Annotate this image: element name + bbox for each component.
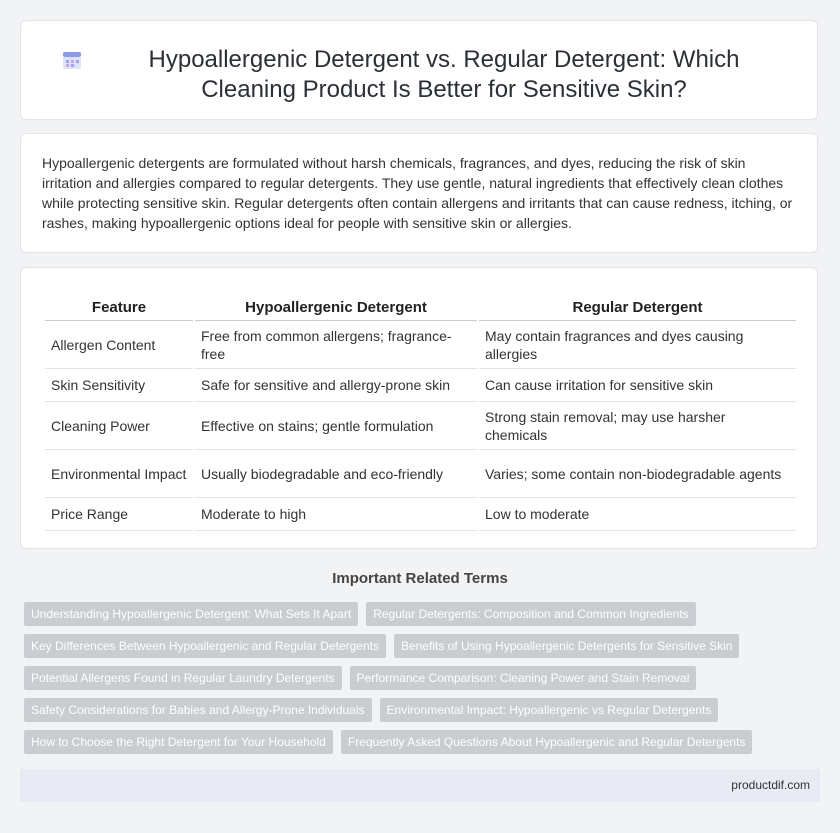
table-cell-regular: Varies; some contain non-biodegradable agents <box>479 450 796 498</box>
related-term-tag[interactable]: Safety Considerations for Babies and Allergy-Prone Individuals <box>24 698 372 722</box>
title-card <box>20 20 818 120</box>
comparison-table <box>43 294 798 531</box>
related-terms-heading: Important Related Terms <box>332 570 508 587</box>
table-cell-regular: May contain fragrances and dyes causing allergies <box>479 321 796 369</box>
related-terms-list <box>24 602 804 762</box>
header-hypoallergenic: Hypoallergenic Detergent <box>195 294 477 321</box>
related-term-tag[interactable]: Potential Allergens Found in Regular Laundry Detergents <box>24 666 342 690</box>
related-term-tag[interactable]: Key Differences Between Hypoallergenic and Regular Detergents <box>24 634 386 658</box>
table-cell-feature: Cleaning Power <box>45 402 193 450</box>
intro-card <box>20 133 818 253</box>
table-row <box>45 450 796 498</box>
header-regular: Regular Detergent <box>479 294 796 321</box>
table-header-row <box>45 294 796 321</box>
footer-site-link[interactable]: productdif.com <box>731 778 810 792</box>
table-cell-hypoallergenic: Free from common allergens; fragrance-free <box>195 321 477 369</box>
footer <box>20 769 820 802</box>
comparison-table-card <box>20 267 818 549</box>
table-row <box>45 498 796 531</box>
table-row <box>45 369 796 402</box>
related-term-tag[interactable]: Frequently Asked Questions About Hypoallergenic and Regular Detergents <box>341 730 753 754</box>
related-term-tag[interactable]: Environmental Impact: Hypoallergenic vs Regular Detergents <box>380 698 719 722</box>
table-cell-regular: Low to moderate <box>479 498 796 531</box>
table-cell-hypoallergenic: Effective on stains; gentle formulation <box>195 402 477 450</box>
related-term-tag[interactable]: Understanding Hypoallergenic Detergent: What Sets It Apart <box>24 602 358 626</box>
table-cell-feature: Environmental Impact <box>45 450 193 498</box>
intro-paragraph: Hypoallergenic detergents are formulated without harsh chemicals, fragrances, and dyes, reducing the risk of skin irritation and allergies compared to regular detergents. They use gentle, natural ingredients that effectively clean clothes while protecting sensitive skin. Regular detergents often contain allergens and irritants that can cause redness, itching, or rashes, making hypoallergenic options ideal for people with sensitive skin or allergies. <box>42 155 793 231</box>
table-cell-regular: Strong stain removal; may use harsher chemicals <box>479 402 796 450</box>
related-term-tag[interactable]: Benefits of Using Hypoallergenic Detergents for Sensitive Skin <box>394 634 740 658</box>
table-row <box>45 321 796 369</box>
table-cell-feature: Allergen Content <box>45 321 193 369</box>
related-term-tag[interactable]: Regular Detergents: Composition and Common Ingredients <box>366 602 696 626</box>
table-cell-regular: Can cause irritation for sensitive skin <box>479 369 796 402</box>
table-cell-feature: Price Range <box>45 498 193 531</box>
table-cell-hypoallergenic: Moderate to high <box>195 498 477 531</box>
table-cell-hypoallergenic: Safe for sensitive and allergy-prone skin <box>195 369 477 402</box>
table-cell-hypoallergenic: Usually biodegradable and eco-friendly <box>195 450 477 498</box>
header-feature: Feature <box>45 294 193 321</box>
related-term-tag[interactable]: How to Choose the Right Detergent for Your Household <box>24 730 333 754</box>
table-row <box>45 402 796 450</box>
table-cell-feature: Skin Sensitivity <box>45 369 193 402</box>
page-title: Hypoallergenic Detergent vs. Regular Detergent: Which Cleaning Product Is Better for Sensitive Skin? <box>148 46 740 103</box>
related-term-tag[interactable]: Performance Comparison: Cleaning Power and Stain Removal <box>350 666 697 690</box>
